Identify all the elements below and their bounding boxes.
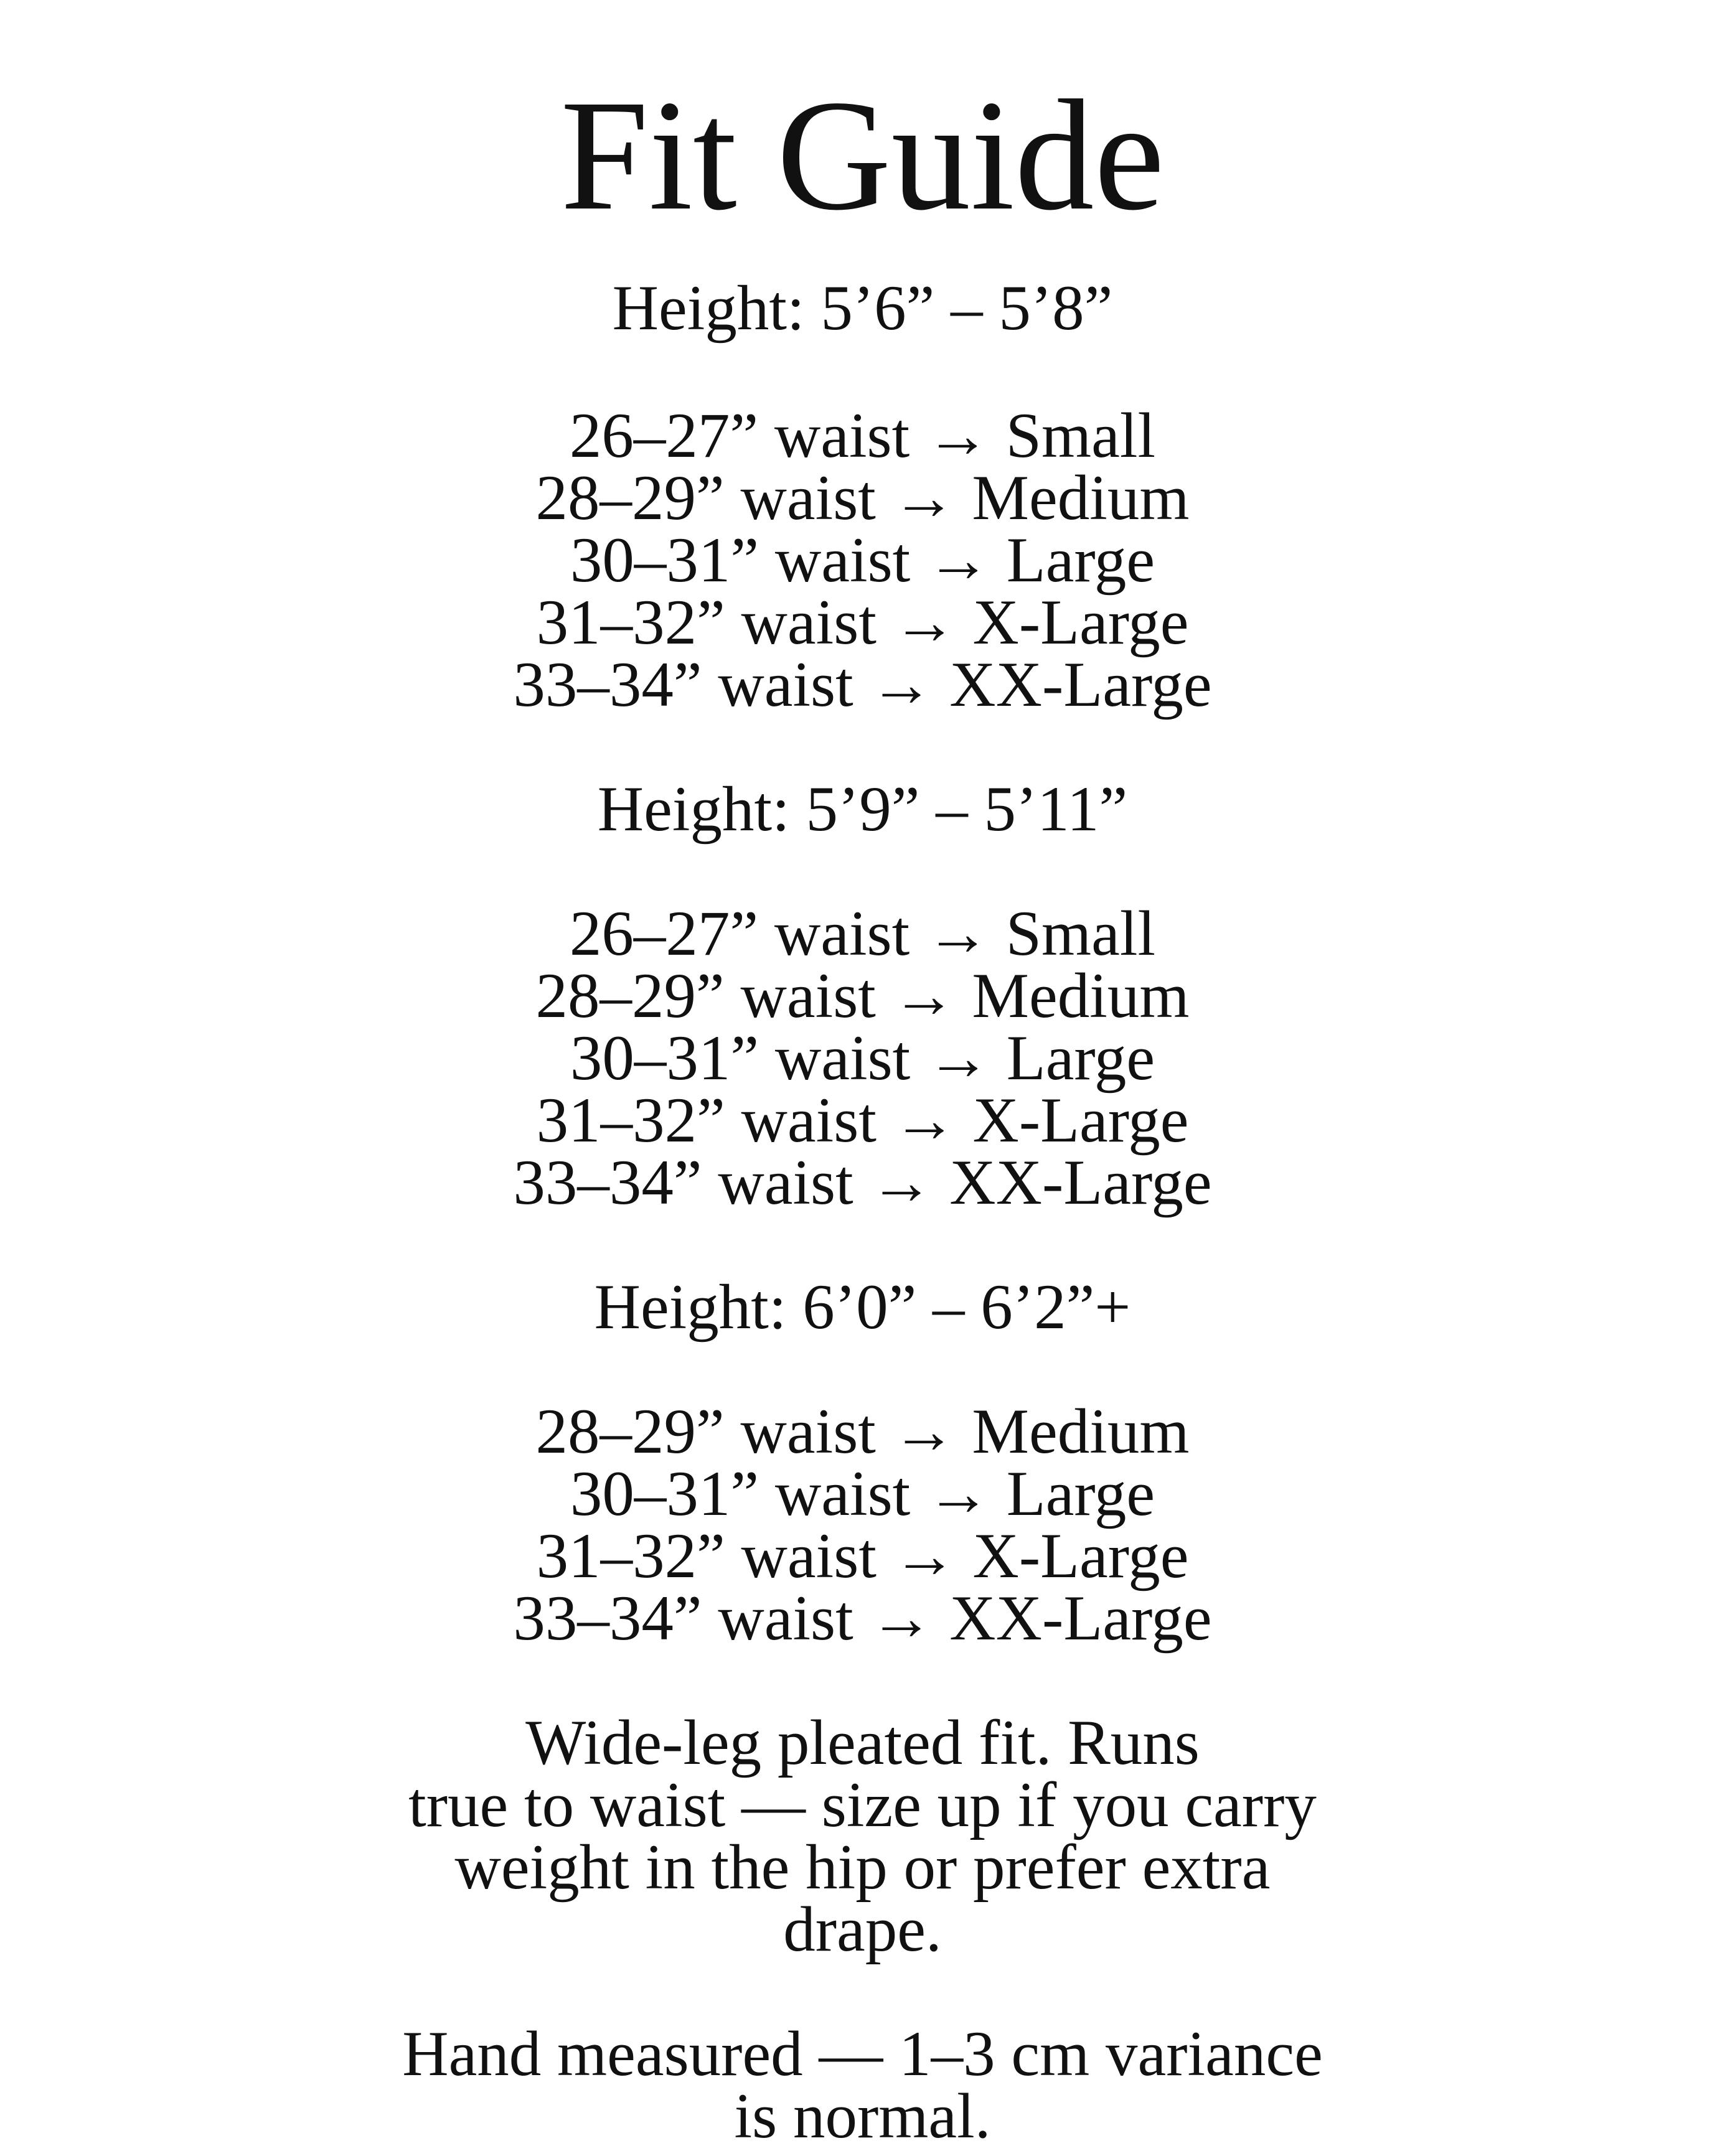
size-row: 33–34” waist → XX-Large (513, 1147, 1212, 1218)
size-row: 28–29” waist → Medium (535, 462, 1190, 533)
size-row: 30–31” waist → Large (570, 525, 1155, 596)
fit-note-line: weight in the hip or prefer extra (454, 1832, 1271, 1903)
height-section-1 (0, 273, 1725, 344)
size-list-2 (0, 898, 1725, 1218)
size-row: 31–32” waist → X-Large (536, 587, 1189, 658)
size-row: 30–31” waist → Large (570, 1023, 1155, 1094)
size-row: 28–29” waist → Medium (535, 1396, 1190, 1467)
page-title: Fit Guide (560, 68, 1165, 243)
measure-note-line: is normal. (734, 2081, 991, 2152)
height-label: Height: 6’0” – 6’2”+ (594, 1272, 1131, 1343)
size-row: 30–31” waist → Large (570, 1458, 1155, 1529)
size-row: 33–34” waist → XX-Large (513, 1583, 1212, 1654)
fit-note-line: drape. (783, 1894, 942, 1965)
size-row: 26–27” waist → Small (569, 400, 1156, 471)
height-section-2 (0, 774, 1725, 845)
size-row: 31–32” waist → X-Large (536, 1521, 1189, 1591)
height-section-3 (0, 1272, 1725, 1343)
size-list-1 (0, 400, 1725, 720)
fit-note-line: true to waist — size up if you carry (408, 1769, 1317, 1840)
size-list-3 (0, 1396, 1725, 1654)
measure-note (0, 2018, 1725, 2152)
height-label: Height: 5’6” – 5’8” (612, 273, 1113, 344)
measure-note-line: Hand measured — 1–3 cm variance (402, 2018, 1323, 2089)
size-row: 28–29” waist → Medium (535, 960, 1190, 1031)
size-row: 31–32” waist → X-Large (536, 1085, 1189, 1156)
fit-note (0, 1707, 1725, 1965)
size-row: 33–34” waist → XX-Large (513, 649, 1212, 720)
fit-note-line: Wide-leg pleated fit. Runs (525, 1707, 1200, 1778)
size-row: 26–27” waist → Small (569, 898, 1156, 969)
height-label: Height: 5’9” – 5’11” (597, 774, 1128, 845)
